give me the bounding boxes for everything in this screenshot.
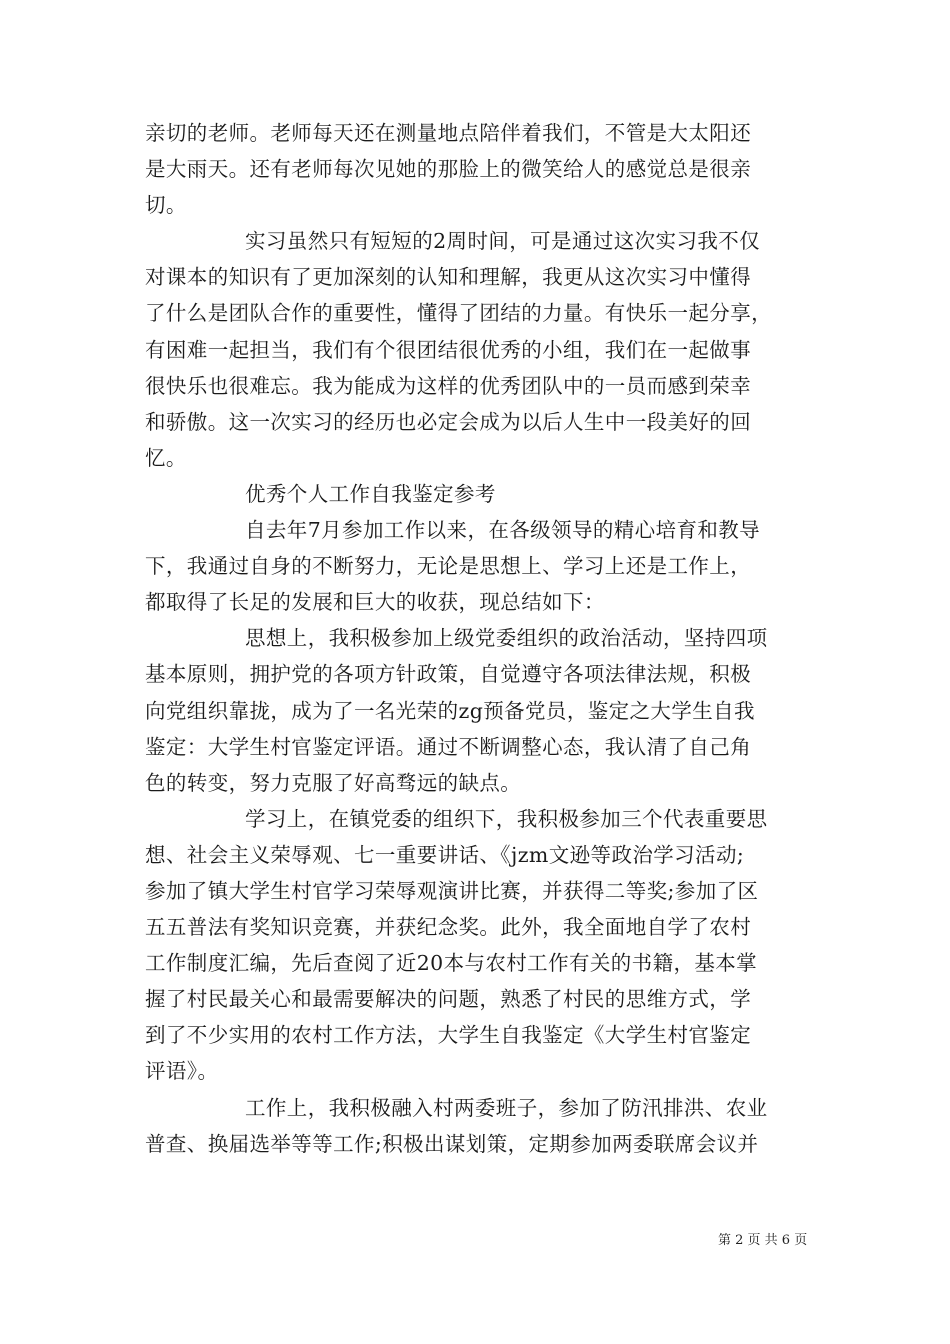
text-line: 参加了镇大学生村官学习荣辱观演讲比赛，并获得二等奖;参加了区	[145, 878, 759, 903]
text-line: 工作上，我积极融入村两委班子，参加了防汛排洪、农业	[245, 1095, 768, 1120]
text-line: 忆。	[145, 445, 187, 470]
text-line: 实习虽然只有短短的2周时间，可是通过这次实习我不仅	[245, 229, 761, 254]
text-line: 色的转变，努力克服了好高骛远的缺点。	[145, 770, 522, 795]
text-line: 握了村民最关心和最需要解决的问题，熟悉了村民的思维方式，学	[145, 987, 752, 1012]
text-line: 鉴定：大学生村官鉴定评语。通过不断调整心态，我认清了自己角	[145, 734, 752, 759]
text-line: 思想上，我积极参加上级党委组织的政治活动，坚持四项	[245, 626, 768, 651]
page-number: 第 2 页 共 6 页	[718, 1233, 808, 1248]
text-line: 很快乐也很难忘。我为能成为这样的优秀团队中的一员而感到荣幸	[145, 373, 752, 398]
text-line: 到了不少实用的农村工作方法，大学生自我鉴定《大学生村官鉴定	[145, 1023, 752, 1048]
text-line: 想、社会主义荣辱观、七一重要讲话、《jzm文逊等政治学习活动;	[145, 842, 745, 867]
text-line: 都取得了长足的发展和巨大的收获，现总结如下：	[145, 590, 605, 615]
text-line: 切。	[145, 193, 187, 218]
text-line: 了什么是团队合作的重要性，懂得了团结的力量。有快乐一起分享，	[145, 301, 772, 326]
text-line: 普查、换届选举等等工作;积极出谋划策，定期参加两委联席会议并	[145, 1131, 759, 1156]
text-line: 对课本的知识有了更加深刻的认知和理解，我更从这次实习中懂得	[145, 265, 752, 290]
text-line: 评语》。	[145, 1059, 219, 1084]
document-body	[145, 115, 808, 1162]
text-line: 自去年7月参加工作以来，在各级领导的精心培育和教导	[245, 518, 761, 543]
text-line: 向党组织靠拢，成为了一名光荣的zg预备党员，鉴定之大学生自我	[145, 698, 755, 723]
text-line: 基本原则，拥护党的各项方针政策，自觉遵守各项法律法规，积极	[145, 662, 752, 687]
text-line: 和骄傲。这一次实习的经历也必定会成为以后人生中一段美好的回	[145, 409, 752, 434]
text-line: 下，我通过自身的不断努力，无论是思想上、学习上还是工作上，	[145, 554, 752, 579]
text-line: 工作制度汇编，先后查阅了近20本与农村工作有关的书籍，基本掌	[145, 951, 758, 976]
text-line: 学习上，在镇党委的组织下，我积极参加三个代表重要思	[245, 806, 768, 831]
text-line: 优秀个人工作自我鉴定参考	[245, 481, 496, 506]
text-line: 有困难一起担当，我们有个很团结很优秀的小组，我们在一起做事	[145, 337, 752, 362]
text-line: 亲切的老师。老师每天还在测量地点陪伴着我们，不管是大太阳还	[145, 121, 752, 145]
text-line: 五五普法有奖知识竞赛，并获纪念奖。此外，我全面地自学了农村	[145, 915, 752, 940]
text-line: 是大雨天。还有老师每次见她的那脸上的微笑给人的感觉总是很亲	[145, 157, 752, 182]
